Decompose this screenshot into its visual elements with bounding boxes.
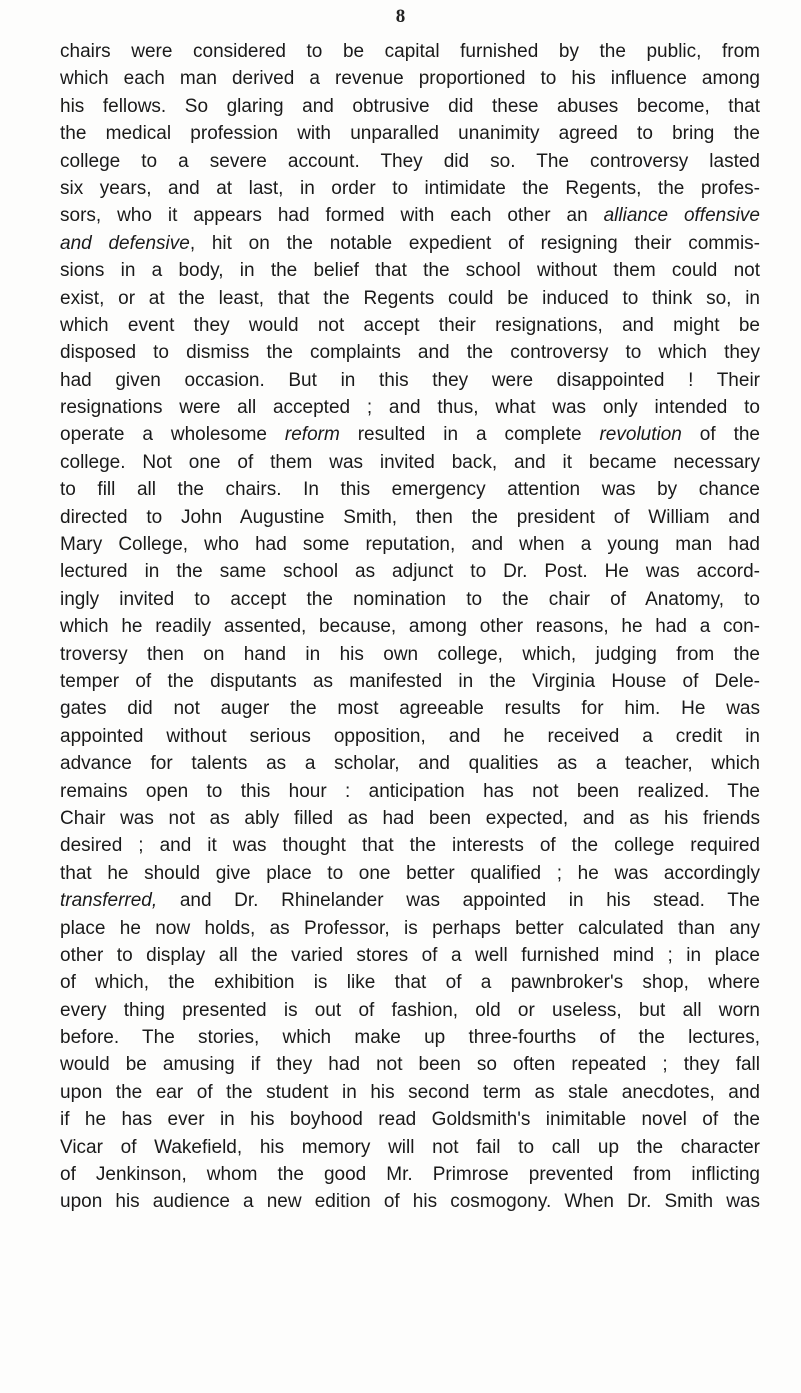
text-line: of which, the exhibition is like that of a pawnbroker's shop, where — [60, 972, 760, 994]
text-line: advance for talents as a scholar, and qualities as a teacher, which — [60, 753, 760, 775]
text-line: to fill all the chairs. In this emergency attention was by chance — [60, 479, 760, 501]
text-line: appointed without serious opposition, and he received a credit in — [60, 725, 760, 747]
text-line: had given occasion. But in this they were disappointed ! Their — [60, 369, 760, 391]
text-line: upon his audience a new edition of his cosmogony. When Dr. Smith was — [60, 1191, 760, 1213]
italic-phrase: revolution — [599, 424, 682, 446]
italic-phrase: reform — [284, 424, 340, 446]
text-line: six years, and at last, in order to intimidate the Regents, the profes- — [60, 177, 760, 199]
text-line: disposed to dismiss the complaints and the controversy to which they — [60, 342, 760, 364]
text-segment: sors, who it appears had formed with each other an — [60, 205, 604, 227]
text-segment: operate a wholesome — [60, 424, 285, 446]
page-number: 8 — [395, 6, 406, 27]
text-line: college to a severe account. They did so. The controversy lasted — [60, 150, 760, 172]
text-line: lectured in the same school as adjunct to Dr. Post. He was accord- — [60, 561, 760, 583]
text-line: if he has ever in his boyhood read Goldsmith's inimitable novel of the — [60, 1109, 760, 1131]
text-line: of Jenkinson, whom the good Mr. Primrose prevented from inflicting — [60, 1164, 760, 1186]
text-line: resignations were all accepted ; and thus, what was only intended to — [60, 397, 760, 419]
text-line: chairs were considered to be capital furnished by the public, from — [60, 41, 760, 62]
italic-phrase: and defensive — [60, 232, 190, 254]
text-line: which event they would not accept their resignations, and might be — [60, 314, 760, 336]
text-line: other to display all the varied stores of a well furnished mind ; in place — [60, 944, 760, 966]
text-line: that he should give place to one better qualified ; he was accordingly — [60, 862, 760, 884]
text-line: the medical profession with unparalled unanimity agreed to bring the — [60, 123, 760, 145]
text-segment: of the — [681, 424, 760, 446]
text-line — [60, 887, 760, 914]
text-segment: resulted in a complete — [339, 424, 600, 446]
text-line: upon the ear of the student in his second term as stale anecdotes, and — [60, 1081, 760, 1103]
text-line: before. The stories, which make up three-fourths of the lectures, — [60, 1027, 760, 1049]
text-line: desired ; and it was thought that the interests of the college required — [60, 835, 760, 857]
text-line: exist, or at the least, that the Regents could be induced to think so, in — [60, 287, 760, 309]
text-line: every thing presented is out of fashion, old or useless, but all worn — [60, 999, 760, 1021]
text-line: troversy then on hand in his own college, which, judging from the — [60, 643, 760, 665]
text-segment: , hit on the notable expedient of resigning their commis- — [189, 232, 760, 254]
italic-phrase: alliance offensive — [603, 205, 760, 227]
text-line: sions in a body, in the belief that the school without them could not — [60, 260, 760, 282]
body-text — [60, 38, 760, 1216]
text-line: which each man derived a revenue proportioned to his influence among — [60, 68, 760, 90]
text-line: college. Not one of them was invited back, and it became necessary — [60, 451, 760, 473]
text-line: Chair was not as ably filled as had been expected, and as his friends — [60, 807, 760, 829]
italic-phrase: transferred, — [60, 890, 158, 912]
text-segment: and Dr. Rhinelander was appointed in his stead. The — [157, 890, 760, 912]
text-line — [60, 202, 760, 229]
text-line: his fellows. So glaring and obtrusive did these abuses become, that — [60, 95, 760, 117]
text-line: ingly invited to accept the nomination to the chair of Anatomy, to — [60, 588, 760, 610]
text-line: would be amusing if they had not been so often repeated ; they fall — [60, 1054, 760, 1076]
text-line: which he readily assented, because, among other reasons, he had a con- — [60, 616, 760, 638]
text-line: Vicar of Wakefield, his memory will not fail to call up the character — [60, 1136, 760, 1158]
text-line: gates did not auger the most agreeable results for him. He was — [60, 698, 760, 720]
text-line: Mary College, who had some reputation, and when a young man had — [60, 534, 760, 556]
text-line: place he now holds, as Professor, is perhaps better calculated than any — [60, 917, 760, 939]
text-line — [60, 421, 760, 448]
text-line: remains open to this hour : anticipation has not been realized. The — [60, 780, 760, 802]
text-line: temper of the disputants as manifested in the Virginia House of Dele- — [60, 670, 760, 692]
text-line: directed to John Augustine Smith, then the president of William and — [60, 506, 760, 528]
text-line — [60, 230, 760, 257]
